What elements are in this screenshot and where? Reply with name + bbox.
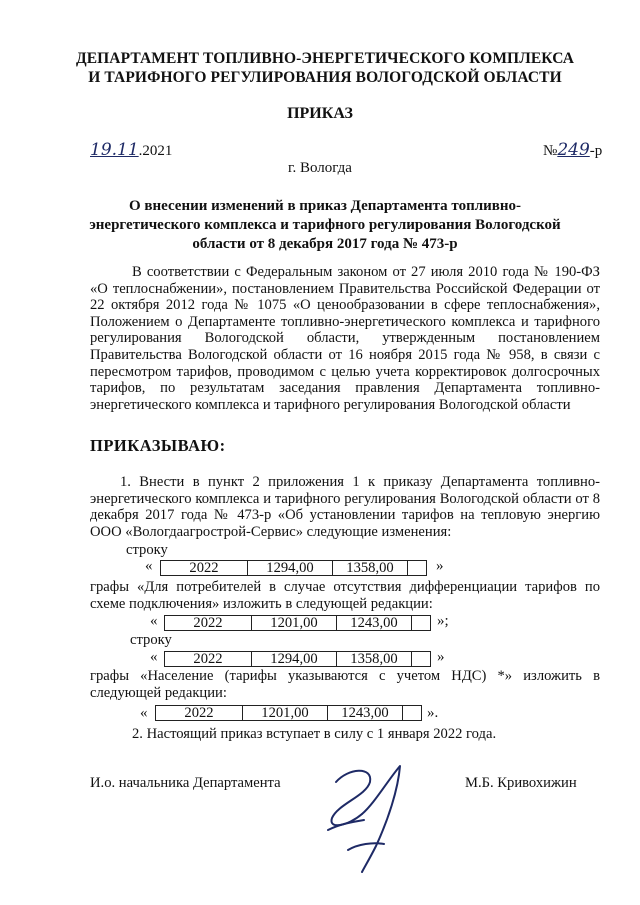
- subject-line2: энергетического комплекса и тарифного регулирования Вологодской: [89, 217, 561, 233]
- quote-close-dot: ».: [427, 705, 439, 721]
- value-cell: 1358,00: [337, 652, 412, 667]
- value-cell: 1243,00: [328, 706, 403, 721]
- table-row: [165, 652, 431, 667]
- quote-open-1: «: [145, 558, 153, 574]
- empty-cell: [412, 616, 431, 631]
- stroku-label-1: строку: [126, 542, 168, 558]
- tariff-table-2: [164, 615, 431, 631]
- value-cell: 1294,00: [252, 652, 337, 667]
- value-cell: 1358,00: [333, 561, 408, 576]
- preamble-paragraph: В соответствии с Федеральным законом от 27 июля 2010 года № 190-ФЗ «О теплоснабжении», постановлением Правительства Российской Федерации от 22 октября 2012 года № 1075 «О ценообразовании в сфере теплоснабжения», Положением о Департаменте топливно-энергетического комплекса и тарифного регулирования Вологодской области, утвержденным постановлением Правительства Вологодской области от 16 ноября 2015 года № 958, в связи с пересмотром тарифов, проводимом с целью учета корректировок долгосрочных тарифов, по результатам заседания правления Департамента топливно-энергетического комплекса и тарифного регулирования Вологодской области: [90, 264, 600, 413]
- quote-close-semicolon: »;: [437, 613, 449, 629]
- year-cell: 2022: [165, 652, 252, 667]
- subject-line3: области от 8 декабря 2017 года № 473-р: [192, 236, 458, 252]
- date-year: .2021: [138, 143, 173, 159]
- signature-stroke: [362, 766, 400, 872]
- value-cell: 1201,00: [252, 616, 337, 631]
- graph-2-text: графы «Население (тарифы указываются с учетом НДС) *» изложить в следующей редакции:: [90, 668, 600, 701]
- empty-cell: [408, 561, 427, 576]
- table-row: [165, 616, 431, 631]
- year-cell: 2022: [156, 706, 243, 721]
- quote-open-3: «: [150, 649, 158, 665]
- signature-stroke: [331, 771, 370, 826]
- signature-stroke: [348, 843, 384, 850]
- stroku-label-2: строку: [130, 632, 172, 648]
- empty-cell: [412, 652, 431, 667]
- value-cell: 1294,00: [248, 561, 333, 576]
- number-prefix: №: [543, 143, 558, 159]
- order-word: ПРИКАЗЫВАЮ:: [90, 436, 226, 455]
- subject-line1: О внесении изменений в приказ Департамента топливно-: [128, 198, 522, 214]
- city: г. Вологда: [288, 160, 352, 176]
- empty-cell: [403, 706, 422, 721]
- quote-open-2: «: [150, 613, 158, 629]
- document-date: [90, 140, 172, 160]
- number-suffix: -р: [589, 143, 603, 159]
- item-2-text: 2. Настоящий приказ вступает в силу с 1 января 2022 года.: [132, 726, 497, 742]
- tariff-table-1: [160, 560, 427, 576]
- department-name-line1: ДЕПАРТАМЕНТ ТОПЛИВНО-ЭНЕРГЕТИЧЕСКОГО КОМПЛЕКСА: [75, 50, 575, 67]
- tariff-table-3: [164, 651, 431, 667]
- value-cell: 1201,00: [243, 706, 328, 721]
- document-number: [543, 140, 602, 160]
- handwritten-date: 19.11: [90, 140, 139, 160]
- item-1-text: 1. Внести в пункт 2 приложения 1 к приказу Департамента топливно-энергетического комплекса и тарифного регулирования Вологодской области от 8 декабря 2017 года № 473-р «Об установлении тарифов на тепловую энергию ООО «Вологдаагрострой-Сервис» следующие изменения:: [90, 474, 600, 540]
- handwritten-signature: [318, 760, 428, 875]
- signatory-name: М.Б. Кривохижин: [465, 775, 577, 791]
- value-cell: 1243,00: [337, 616, 412, 631]
- quote-close-3: »: [437, 649, 445, 665]
- year-cell: 2022: [161, 561, 248, 576]
- quote-close-1: »: [436, 558, 444, 574]
- graph-1-text: графы «Для потребителей в случае отсутствия дифференциации тарифов по схеме подключения» изложить в следующей редакции:: [90, 579, 600, 612]
- quote-open-4: «: [140, 705, 148, 721]
- tariff-table-4: [155, 705, 422, 721]
- department-name-line2: И ТАРИФНОГО РЕГУЛИРОВАНИЯ ВОЛОГОДСКОЙ ОБЛАСТИ: [88, 69, 562, 86]
- year-cell: 2022: [165, 616, 252, 631]
- handwritten-number: 249: [557, 140, 590, 160]
- table-row: [161, 561, 427, 576]
- signatory-position: И.о. начальника Департамента: [90, 775, 281, 791]
- document-type-title: ПРИКАЗ: [287, 105, 353, 122]
- table-row: [156, 706, 422, 721]
